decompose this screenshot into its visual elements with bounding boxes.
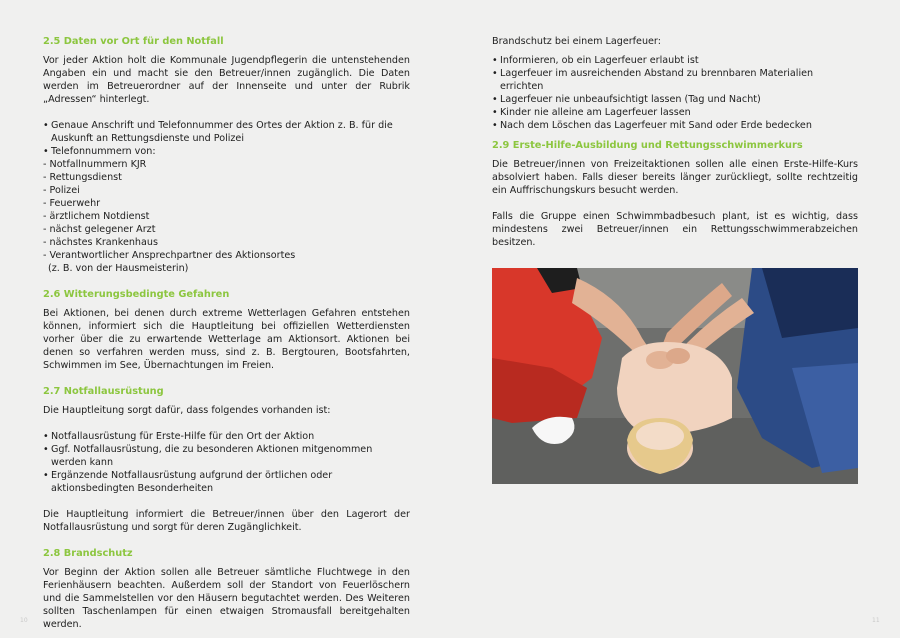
section-2-9-p1: Die Betreuer/innen von Freizeitaktionen sollen alle einen Erste-Hilfe-Kurs absolviert haben. Falls dieser bereits länger zurückliegt, sollte rechtzeitig ein Auffrischungskurs besucht werden. [492, 159, 858, 196]
list-item: - Polizei [43, 185, 80, 196]
list-item: - Feuerwehr [43, 198, 101, 209]
campfire-bullets [492, 54, 858, 132]
list-item: • Nach dem Löschen das Lagerfeuer mit Sand oder Erde bedecken [492, 119, 858, 132]
section-2-5-phone-list [43, 158, 410, 275]
list-item: - Rettungsdienst [43, 172, 122, 183]
list-item: • Kinder nie alleine am Lagerfeuer lassen [492, 106, 858, 119]
section-heading-2-6: 2.6 Witterungsbedingte Gefahren [43, 289, 230, 300]
list-item: • Ergänzende Notfallausrüstung aufgrund der örtlichen oder aktionsbedingten Besonderheiten [43, 469, 410, 495]
list-item: • Ggf. Notfallausrüstung, die zu besonderen Aktionen mitgenommen werden kann [43, 443, 410, 469]
page-number-left: 10 [20, 617, 28, 624]
section-heading-2-5: 2.5 Daten vor Ort für den Notfall [43, 36, 224, 47]
section-2-7-outro: Die Hauptleitung informiert die Betreuer/innen über den Lagerort der Notfallausrüstung und sorgt für deren Zugänglichkeit. [43, 509, 410, 533]
list-item: - nächstes Krankenhaus [43, 237, 158, 248]
section-heading-2-9: 2.9 Erste-Hilfe-Ausbildung und Rettungsschwimmerkurs [492, 140, 803, 151]
list-item: • Telefonnummern von: [43, 145, 410, 158]
list-item: (z. B. von der Hausmeisterin) [48, 263, 189, 274]
section-2-8-text: Vor Beginn der Aktion sollen alle Betreuer sämtliche Fluchtwege in den Ferienhäusern beachten. Außerdem soll der Standort von Feuerlöschern und die Sammelstellen vor den Häusern begutachtet werden. Des Weiteren sollten Taschenlampen für einen etwaigen Stromausfall bereitgehalten werden. [43, 567, 410, 630]
section-2-7-lead: Die Hauptleitung sorgt dafür, dass folgendes vorhanden ist: [43, 405, 331, 416]
section-2-7-bullets [43, 430, 410, 495]
section-2-6-text: Bei Aktionen, bei denen durch extreme Wetterlagen Gefahren entstehen können, informiert sich die Hauptleitung bei offiziellen Wetterdiensten vorher über die zu erwartende Wetterlage am Aktionsort. Aktionen bei denen so verfahren werden muss, sind z. B. Bergtouren, Bootsfahrten, Schwimmen im See, Übernachtungen im Freien. [43, 308, 410, 371]
list-item: • Informieren, ob ein Lagerfeuer erlaubt ist [492, 54, 858, 67]
list-item: - Notfallnummern KJR [43, 159, 147, 170]
page-number-right: 11 [872, 617, 880, 624]
section-heading-2-8: 2.8 Brandschutz [43, 548, 133, 559]
list-item: • Genaue Anschrift und Telefonnummer des Ortes der Aktion z. B. für die Auskunft an Rettungsdienste und Polizei [43, 119, 410, 145]
section-2-9-p2: Falls die Gruppe einen Schwimmbadbesuch plant, ist es wichtig, dass mindestens zwei Betreuer/innen ein Rettungsschwimmerabzeichen besitzen. [492, 211, 858, 248]
list-item: - ärztlichem Notdienst [43, 211, 150, 222]
right-column [492, 35, 858, 484]
left-column [43, 35, 410, 631]
section-2-5-bullets [43, 119, 410, 158]
list-item: - Verantwortlicher Ansprechpartner des Aktionsortes [43, 250, 296, 261]
list-item: • Lagerfeuer nie unbeaufsichtigt lassen (Tag und Nacht) [492, 93, 858, 106]
campfire-lead: Brandschutz bei einem Lagerfeuer: [492, 36, 661, 47]
list-item: • Lagerfeuer im ausreichenden Abstand zu brennbaren Materialien errichten [492, 67, 858, 93]
section-heading-2-7: 2.7 Notfallausrüstung [43, 386, 164, 397]
first-aid-cpr-photo [492, 268, 858, 484]
list-item: - nächst gelegener Arzt [43, 224, 156, 235]
list-item: • Notfallausrüstung für Erste-Hilfe für den Ort der Aktion [43, 430, 410, 443]
section-2-5-intro: Vor jeder Aktion holt die Kommunale Jugendpflegerin die untenstehenden Angaben ein und macht sie den Betreuer/innen zugänglich. Die Daten werden im Betreuerordner auf der Innenseite und unter der Rubrik „Adressen“ hinterlegt. [43, 55, 410, 105]
